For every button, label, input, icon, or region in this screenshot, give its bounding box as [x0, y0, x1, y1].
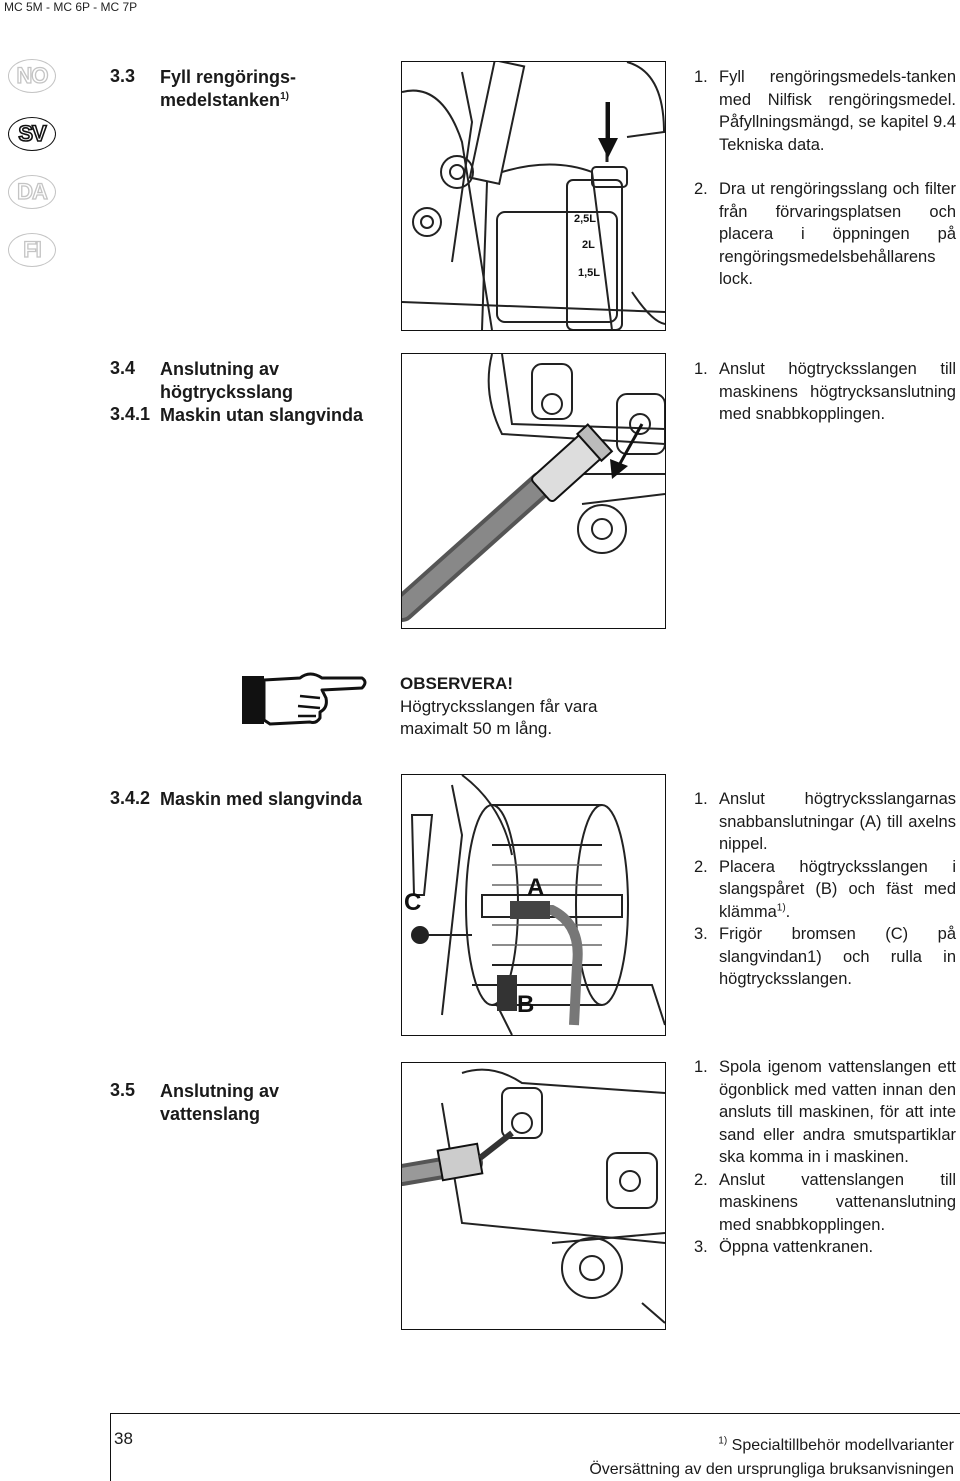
section-number-3-4: 3.4: [110, 358, 136, 378]
step-item: 2. Anslut vattenslangen till maskinens vattenanslutning med snabbkopplingen.: [694, 1170, 956, 1234]
footnote: $^{1)}$ Specialtillbehör modellvarianter: [718, 1435, 954, 1454]
section-title-3-4-2: Maskin med slangvinda: [160, 789, 363, 809]
step-item: 1. Fyll rengöringsmedels-tanken med Nilfisk rengöringsmedel. Påfyllningsmängd, se kapitel 9.4 Tekniska data.: [694, 68, 956, 154]
step-item: 3. Frigör bromsen (C) på slangvindan1) och rulla in högtrycksslangen.: [694, 925, 956, 988]
footer-divider: [110, 1413, 960, 1414]
step-item: 1. Anslut högtrycksslangen till maskinens högtrycksanslutning med snabbkopplingen.: [694, 360, 956, 423]
figure-water-connection: [401, 1062, 666, 1330]
figure-hose-reel: [401, 774, 666, 1036]
language-marker-fi: FI: [8, 233, 56, 267]
tank-label-2-5l: 2,5L: [574, 213, 597, 225]
tank-label-1-5l: 1,5L: [578, 267, 601, 279]
figure-high-pressure-connection: [401, 353, 666, 629]
section-title-3-3: Fyll rengörings- medelstanken$^{1)}$: [160, 67, 297, 110]
language-marker-no: NO: [8, 59, 56, 93]
step-item: 3. Öppna vattenkranen.: [694, 1238, 874, 1256]
section-title-3-4-1: Maskin utan slangvinda: [160, 405, 364, 425]
label-a: A: [527, 874, 545, 901]
section-number-3-4-1: 3.4.1: [110, 404, 151, 424]
section-title-3-4: Anslutning av högtrycksslang: [160, 359, 294, 402]
page-number: 38: [114, 1429, 133, 1448]
label-b: B: [517, 991, 535, 1018]
figure-detergent-tank: [401, 61, 666, 331]
language-marker-da: DA: [8, 175, 56, 209]
step-item: 2. Placera högtrycksslangen i slangspåret (B) och fäst med klämma$^{1)}$.: [694, 857, 956, 921]
tank-label-2l: 2L: [582, 239, 595, 251]
section-number-3-5: 3.5: [110, 1080, 136, 1100]
pointing-hand-icon: [240, 668, 370, 730]
step-list-3-3: [694, 66, 956, 291]
language-marker-sv: SV: [8, 117, 56, 151]
step-item: 2. Dra ut rengöringsslang och filter från förvaringsplatsen och placera i öppningen på rengöringsmedelsbehållarens lock.: [694, 180, 956, 288]
step-list-3-4-1: [694, 358, 956, 426]
section-number-3-4-2: 3.4.2: [110, 788, 151, 808]
step-item: 1. Spola igenom vattenslangen ett ögonblick med vatten innan den ansluts till maskinen, för att inte sand eller andra smutspartiklar ska komma in i maskinen.: [694, 1058, 956, 1166]
document-header: MC 5M - MC 6P - MC 7P: [4, 0, 138, 14]
section-number-3-3: 3.3: [110, 66, 136, 86]
translation-note: Översättning av den ursprungliga bruksanvisningen: [589, 1461, 954, 1478]
footer-vertical-divider: [110, 1413, 111, 1481]
step-list-3-4-2: [694, 788, 956, 991]
section-title-3-5: Anslutning av vattenslang: [160, 1081, 280, 1124]
note-block: OBSERVERA! Högtrycksslangen får vara maximalt 50 m lång.: [400, 674, 598, 738]
label-c: C: [404, 889, 422, 916]
step-list-3-5: [694, 1056, 956, 1259]
step-item: 1. Anslut högtrycksslangarnas snabbanslutningar (A) till axelns nippel.: [694, 790, 956, 853]
